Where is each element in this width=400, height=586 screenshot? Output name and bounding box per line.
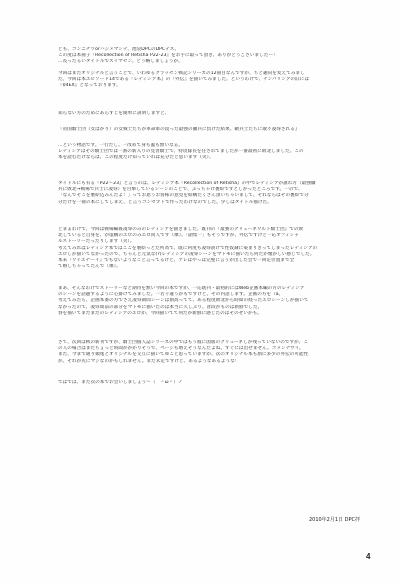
text-line: この度は本冊子『Recollection of Retisha P22-23』をお手に取って頂き、ありがとうございましたー！ (58, 53, 278, 59)
text-line: …長ったるいタイトルでスイマセン。どう略しましょうか。 (58, 59, 183, 65)
text-line: とまぁわけで、今回は戦場輪姦凌辱のみのレティシアを描きました。既刊の『最強のグリューネワルト騎士団』での敗 (58, 227, 304, 232)
text-line: が。それが先にマジなのかもしれません。まだ未定ですけど。あるようなあるような！ (58, 358, 240, 364)
paragraph-closing (58, 380, 370, 386)
text-line: 本来『ワイエナーイ』でもないようなこと言ってるけど、アレはやっぱ完璧に言うが出した会で一回定位置まで全 (58, 258, 295, 264)
text-line: 知らない方のためにあらすじを簡単に説明しますと、 (58, 111, 170, 116)
text-line: タイトルにも有る『P22～23』と言うのは、レティシア本『Recollection of Retisha』の中でレティシアが誰れ方（最強傭 (58, 181, 316, 186)
paragraph-web-project (58, 286, 370, 317)
paragraph-content (58, 227, 370, 270)
text-line: 分だけを一冊の本にしてしまえ、と言うコンセプトで作ったわけなのでした。少しはタイトル描けた。 (58, 199, 272, 205)
text-line: た。今回は本エピソード14である『レティシア本』の『外伝』を描いてみました。というわけで、ナンバリングの旧には (58, 77, 309, 83)
text-line: また、今まで通り頻尾とオリジナルを交互に描いてゆこと思っていますが、次のオリジナル本も割に多少の外伝の可能性 (58, 352, 309, 358)
text-line: 考えてみればレティシア本ではここを裏絵っとた所為で、既に何度も凌辱漬けで性奴隷に染まりきってしまったレティシアの (58, 245, 318, 251)
signature-date: 2010年2月1日 DPC拝 (308, 517, 360, 523)
paragraph-synopsis (58, 127, 370, 133)
text-line: エロしか描いてなかったので、ちゃんと元気な(?)レティシアの凌辱シーンをマトモに描いたら何だか懐かしい感じでした。 (58, 251, 315, 257)
paragraph-title-meaning (58, 181, 370, 206)
text-line: さて、次回は秋の新刊ですが、騎士団個人誌シリーズの中ではもう彼に図版のグリューネしか残っていないのですが、こ (58, 340, 309, 345)
paragraph-next-release (58, 340, 370, 365)
text-line: ではでは、また次の本でお会いしましょう～（ ＾ω＾）ノ (58, 380, 183, 385)
page-number: 4 (366, 552, 371, 561)
text-line: ルストーリーだったりします（笑）。 (58, 239, 135, 245)
text-line: 『帝国騎士団（女ばかり）の女戦士たちが革命軍の罠った最強の傭兵に負けた結果、敵兵士たちに散々凌辱される』 (58, 127, 300, 132)
text-line: 春を描いてまだまだのレティシアのエロが、今回描いてて何だか新鮮に感じたのはそのせいかも。 (58, 310, 262, 316)
text-line: 『04EX』となっております。 (58, 83, 121, 89)
text-line: まあ、そんなわけでストーリーなど期待を無い今回の本ですが、一応既刊・最初的にはWeb企画本編の方のレティシア (58, 286, 305, 291)
text-line: …という物語です。一行だし。一改めて身も蓋も無いなぁ。 (58, 143, 184, 148)
text-line: 北していると自身を、が虚構のエロのみエロ同人です（爆）。「副集一」もそうですが、外伝ですけど一応オフィシャ (58, 233, 299, 239)
paragraph-greeting (58, 47, 370, 66)
text-line: 本を読むだけならば、この程度だけ知っていれば充分だと思います（笑）。 (58, 155, 214, 161)
text-line: の人の場合はまだちょっと時間がかかりそうで、ページも増えそうなんだよね、すぐには出せません。ゴメンナサイ。 (58, 346, 304, 352)
text-line: て嬉しちゃってたんで（爆）。 (58, 264, 121, 270)
text-line: レティシアはその騎士団では一番の新入りの見習騎士で、特攻隊長を任されてましたが一番最初に敗北しました。この (58, 149, 304, 155)
text-line: 兵に敗北→戦場で兵士に凌辱）を目撃しているシーンのことで、ぶっちゃけ裏絵ですとしかったところです。一ので、 (58, 187, 303, 193)
text-line: なかったので、凌辱間前の部分をマトモに描いたのは本当に久しぶり。普段がものは新鮮でした。 (58, 304, 263, 310)
text-line: ども、コンニチワorハジメマシテ、池袋DPCのDPCデス。 (58, 47, 180, 52)
paragraph-intro (58, 71, 370, 90)
paragraph-explanation (58, 143, 370, 162)
paragraph-synopsis-lead (58, 111, 370, 117)
text-line: 今回はまたオリジナルと言うことで、いわゆるグラッセン戦記シリーズの12冊目なんですが、ちと趣向を変えてみまし (58, 71, 305, 76)
text-line: 考えてみたら、企画本番の方でさえ凌辱期間シーンは割高ってて、ある程度敗北から時間の経ったエロシーンしか描いて (58, 298, 309, 304)
text-line: のシーンを話題するように心掛けてみました。一若干違うかもですけど、その内語します。企画の方を（a。 (58, 292, 284, 298)
text-line: 「なんでそこを裏絵込みんだよ！」ってお思うお客様の意見を結構たくさん頂いちゃいまして、それならばその裏絵で分 (58, 193, 309, 199)
